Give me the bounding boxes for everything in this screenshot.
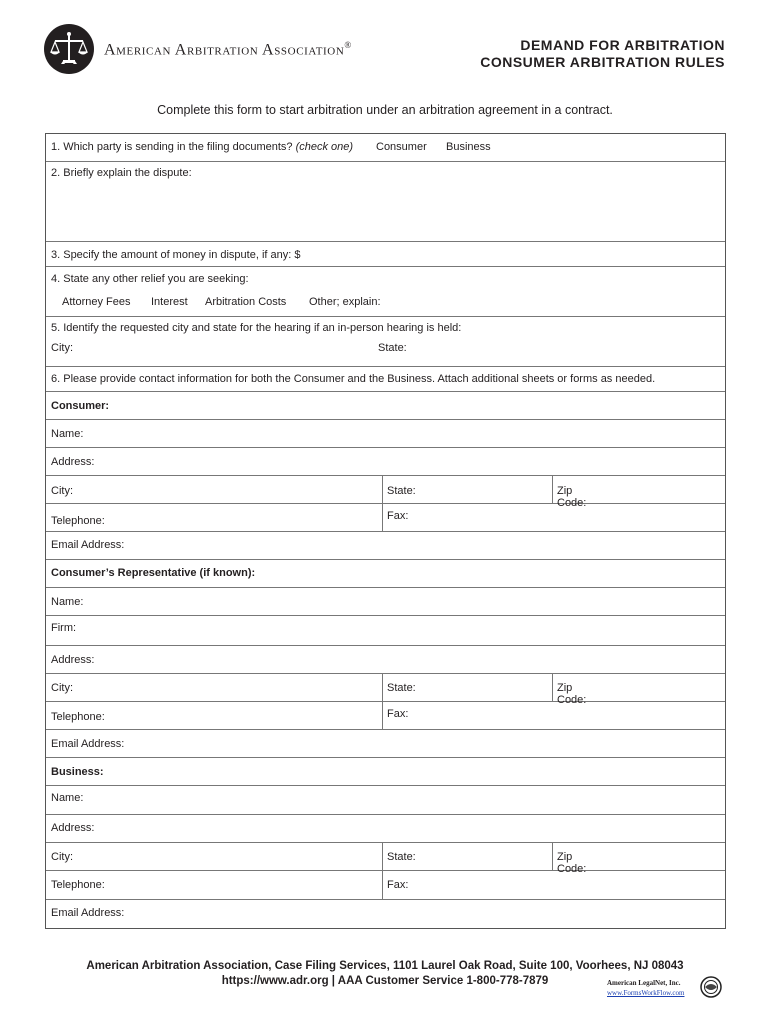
business-heading: Business: (51, 766, 104, 778)
business-city-field[interactable]: City: (51, 851, 73, 863)
q1-row (46, 134, 725, 162)
demand-form (45, 133, 726, 929)
rep-fax-field[interactable]: Fax: (382, 702, 383, 729)
q2-label: 2. Briefly explain the dispute: (51, 167, 192, 179)
rep-name-field[interactable]: Name: (46, 588, 725, 616)
checkbox-attorney-fees[interactable]: Attorney Fees (62, 296, 131, 308)
business-fax-field[interactable]: Fax: (382, 871, 383, 899)
business-state-field[interactable]: State: (382, 843, 383, 870)
checkbox-business[interactable]: Business (446, 141, 491, 153)
consumer-telephone-field[interactable]: Telephone: (51, 515, 105, 527)
q4-label: 4. State any other relief you are seeking: (51, 273, 249, 285)
business-heading-row (46, 758, 725, 786)
rep-city-row (46, 674, 725, 706)
rep-heading-row (46, 560, 725, 588)
globe-seal-icon (700, 976, 722, 998)
document-header (0, 0, 770, 100)
q6-label: 6. Please provide contact information for both the Consumer and the Business. Attach additional sheets or forms as needed. (51, 373, 656, 385)
checkbox-arbitration-costs[interactable]: Arbitration Costs (205, 296, 287, 308)
business-phone-row (46, 871, 725, 900)
rep-city-field[interactable]: City: (51, 682, 73, 694)
consumer-phone-row (46, 504, 725, 532)
q1-label: 1. Which party is sending in the filing documents? (51, 141, 296, 153)
legalnet-badge (604, 973, 724, 1001)
rep-telephone-field[interactable]: Telephone: (51, 711, 105, 723)
consumer-heading: Consumer: (51, 400, 110, 412)
footer-contact: https://www.adr.org | AAA Customer Service 1-800-778-7879 (221, 975, 549, 987)
business-city-row (46, 843, 725, 875)
rep-phone-row (46, 702, 725, 730)
rep-state-field[interactable]: State: (382, 674, 383, 701)
business-zip-field[interactable]: Zip Code: (552, 843, 553, 870)
business-address-field[interactable]: Address: (46, 815, 725, 843)
organization-name: American Arbitration Association® (104, 40, 352, 59)
consumer-name-field[interactable]: Name: (46, 420, 725, 448)
hearing-state-field[interactable]: State: (378, 342, 407, 354)
q5-label: 5. Identify the requested city and state for the hearing if an in-person hearing is held: (51, 322, 462, 334)
checkbox-consumer[interactable]: Consumer (376, 141, 427, 153)
consumer-email-field[interactable]: Email Address: (46, 532, 725, 560)
q3-label: 3. Specify the amount of money in dispute, if any: $ (51, 249, 301, 261)
consumer-state-field[interactable]: State: (382, 476, 383, 503)
intro-text: Complete this form to start arbitration under an arbitration agreement in a contract. (157, 103, 613, 117)
consumer-zip-field[interactable]: Zip Code: (552, 476, 553, 503)
rep-address-field[interactable]: Address: (46, 646, 725, 674)
scales-of-justice-icon (44, 24, 94, 74)
q1-hint: (check one) (295, 141, 354, 153)
q4-row (46, 267, 725, 317)
q6-row (46, 367, 725, 392)
consumer-city-field[interactable]: City: (51, 485, 73, 497)
consumer-heading-row (46, 392, 725, 420)
consumer-fax-field[interactable]: Fax: (382, 504, 383, 531)
q5-row (46, 317, 725, 367)
q3-row[interactable] (46, 242, 725, 267)
business-email-field[interactable]: Email Address: (51, 907, 125, 919)
document-title: DEMAND FOR ARBITRATION CONSUMER ARBITRATION RULES (480, 37, 725, 70)
business-name-field[interactable]: Name: (46, 786, 725, 815)
badge-name: American LegalNet, Inc. (607, 979, 681, 987)
rep-email-field[interactable]: Email Address: (46, 730, 725, 758)
consumer-address-field[interactable]: Address: (46, 448, 725, 476)
rep-zip-field[interactable]: Zip Code: (552, 674, 553, 701)
q2-row[interactable] (46, 162, 725, 242)
rep-firm-field[interactable]: Firm: (46, 616, 725, 646)
badge-link[interactable]: www.FormsWorkFlow.com (607, 989, 685, 997)
consumer-city-row (46, 476, 725, 509)
footer-address: American Arbitration Association, Case Filing Services, 1101 Laurel Oak Road, Suite 100, Voorhees, NJ 08043 (86, 960, 684, 972)
checkbox-other[interactable]: Other; explain: (309, 296, 381, 308)
rep-heading: Consumer’s Representative (if known): (51, 567, 256, 579)
checkbox-interest[interactable]: Interest (151, 296, 188, 308)
hearing-city-field[interactable]: City: (51, 342, 73, 354)
business-telephone-field[interactable]: Telephone: (51, 879, 105, 891)
